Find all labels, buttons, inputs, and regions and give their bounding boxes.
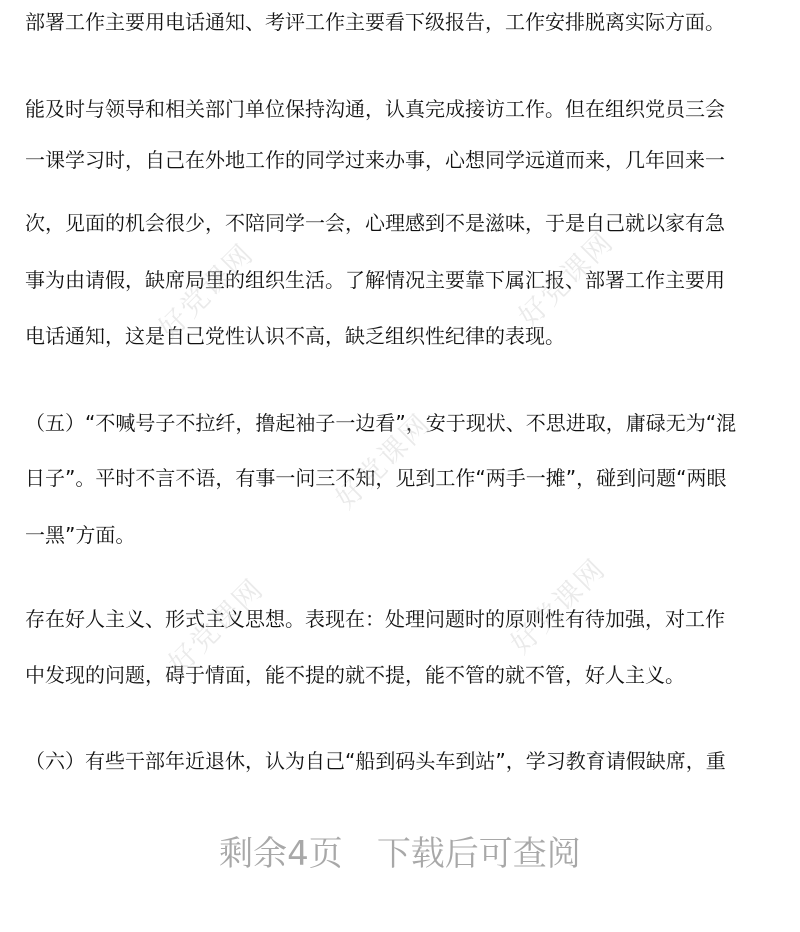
- watermark-text: 好党课网: [503, 551, 613, 661]
- watermark-text: 好党课网: [161, 571, 271, 681]
- watermark-text: 好党课网: [151, 236, 261, 346]
- paragraph-line-12: （六）有些干部年近退休，认为自己“船到码头车到站”，学习教育请假缺席，重: [25, 749, 726, 773]
- paragraph-line-8: 日子”。平时不言不语，有事一问三不知，见到工作“两手一摊”，碰到问题“两眼: [25, 466, 727, 490]
- paragraph-line-9: 一黑”方面。: [25, 523, 136, 547]
- download-prompt[interactable]: [0, 832, 800, 876]
- paragraph-line-1: 部署工作主要用电话通知、考评工作主要看下级报告，工作安排脱离实际方面。: [25, 10, 725, 34]
- paragraph-line-7: （五）“不喊号子不拉纤，撸起袖子一边看”，安于现状、不思进取，庸碌无为“混: [25, 411, 737, 435]
- watermark-text: 好党课网: [328, 406, 438, 516]
- paragraph-line-4: 次，见面的机会很少，不陪同学一会，心理感到不是滋味，于是自己就以家有急: [25, 211, 725, 235]
- download-to-view-label: 下载后可查阅: [376, 834, 581, 874]
- remaining-pages-label: 剩余4页: [219, 834, 343, 874]
- paragraph-line-3: 一课学习时，自己在外地工作的同学过来办事，心想同学远道而来，几年回来一: [25, 148, 725, 172]
- watermark-text: 好党课网: [511, 224, 621, 334]
- paragraph-line-6: 电话通知，这是自己党性认识不高，缺乏组织性纪律的表现。: [25, 324, 565, 348]
- paragraph-line-2: 能及时与领导和相关部门单位保持沟通，认真完成接访工作。但在组织党员三会: [25, 97, 725, 121]
- paragraph-line-5: 事为由请假，缺席局里的组织生活。了解情况主要靠下属汇报、部署工作主要用: [25, 268, 725, 292]
- paragraph-line-10: 存在好人主义、形式主义思想。表现在：处理问题时的原则性有待加强，对工作: [25, 607, 725, 631]
- paragraph-line-11: 中发现的问题，碍于情面，能不提的就不提，能不管的就不管，好人主义。: [25, 663, 685, 687]
